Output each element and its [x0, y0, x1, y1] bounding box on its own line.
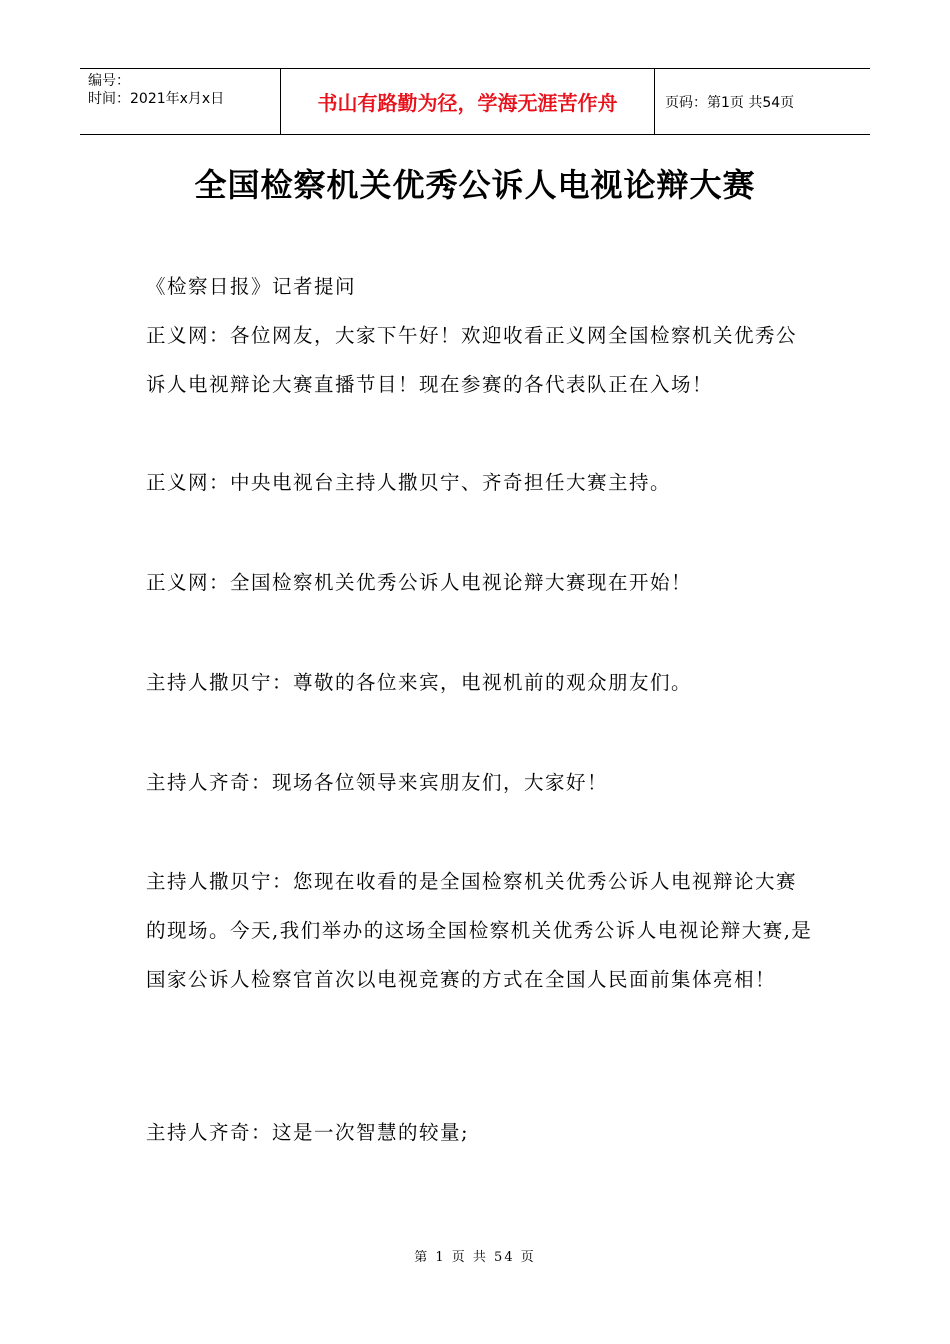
page-footer: 第 1 页 共 54 页: [414, 1250, 536, 1265]
page-header: [80, 68, 870, 135]
document-title: 全国检察机关优秀公诉人电视论辩大赛: [194, 166, 756, 204]
paragraph-hosts: 正义网：中央电视台主持人撒贝宁、齐奇担任大赛主持。: [146, 471, 672, 494]
header-motto-cell: [281, 69, 655, 134]
header-page-cell: [655, 69, 870, 134]
paragraph-sa-greeting: 主持人撒贝宁：尊敬的各位来宾，电视机前的观众朋友们。: [146, 671, 693, 694]
paragraph-start: 正义网：全国检察机关优秀公诉人电视论辩大赛现在开始！: [146, 571, 693, 594]
paragraph-welcome: 正义网：各位网友，大家下午好！欢迎收看正义网全国检察机关优秀公诉人电视辩论大赛直播节目！现在参赛的各代表队正在入场！: [146, 324, 798, 396]
header-meta-cell: [80, 69, 281, 134]
document-number-label: 编号：: [88, 73, 130, 89]
header-motto: 书山有路勤为径，学海无涯苦作舟: [317, 91, 618, 115]
paragraph-qi-contest: 主持人齐奇：这是一次智慧的较量;: [146, 1121, 470, 1144]
header-page-info: 页码：第1页 共54页: [665, 94, 795, 111]
paragraph-sa-intro: 主持人撒贝宁：您现在收看的是全国检察机关优秀公诉人电视辩论大赛的现场。今天,我们举办的这场全国检察机关优秀公诉人电视论辩大赛,是国家公诉人检察官首次以电视竞赛的方式在全国人民面前集体亮相！: [146, 870, 813, 991]
document-time-label: 时间：2021年x月x日: [88, 91, 225, 107]
paragraph-reporter: 《检察日报》记者提问: [146, 275, 357, 298]
paragraph-qi-greeting: 主持人齐奇：现场各位领导来宾朋友们，大家好！: [146, 771, 609, 794]
